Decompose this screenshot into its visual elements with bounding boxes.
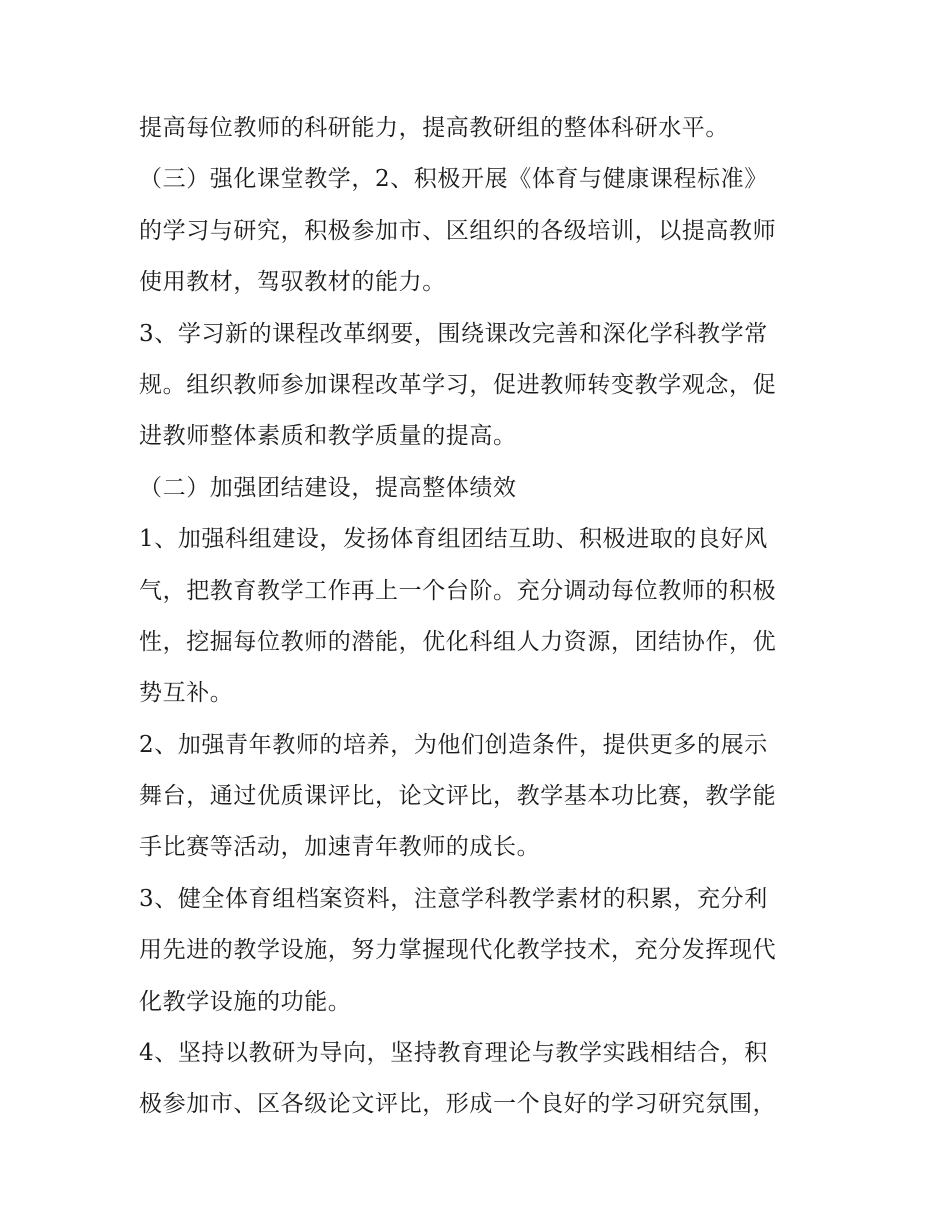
text-line: 气，把教育教学工作再上一个台阶。充分调动每位教师的积极 — [139, 577, 777, 604]
text-line: 提高每位教师的科研能力，提高教研组的整体科研水平。 — [139, 115, 729, 141]
section-heading: （二）加强团结建设，提高整体绩效 — [139, 474, 517, 501]
text-line: 极参加市、区各级论文评比，形成一个良好的学习研究氛围， — [139, 1091, 777, 1118]
text-line: 1、加强科组建设，发扬体育组团结互助、积极进取的良好风 — [139, 526, 768, 553]
text-line: 使用教材，驾驭教材的能力。 — [139, 269, 446, 296]
text-line: 势互补。 — [139, 680, 234, 707]
text-line: 进教师整体素质和教学质量的提高。 — [139, 423, 517, 450]
text-line: 手比赛等活动，加速青年教师的成长。 — [139, 834, 541, 861]
document-body — [139, 103, 829, 1131]
text-line: 化教学设施的功能。 — [139, 988, 352, 1015]
text-line: （三）强化课堂教学，2、积极开展《体育与健康课程标准》 — [139, 166, 768, 193]
text-line: 4、坚持以教研为导向，坚持教育理论与教学实践相结合，积 — [139, 1040, 768, 1067]
text-line: 3、学习新的课程改革纲要，围绕课改完善和深化学科教学常 — [139, 320, 768, 347]
text-line: 2、加强青年教师的培养，为他们创造条件，提供更多的展示 — [139, 731, 768, 758]
text-line: 舞台，通过优质课评比，论文评比，教学基本功比赛，教学能 — [139, 783, 777, 810]
text-line: 3、健全体育组档案资料，注意学科教学素材的积累，充分利 — [139, 885, 768, 912]
text-line: 性，挖掘每位教师的潜能，优化科组人力资源，团结协作，优 — [139, 628, 777, 655]
text-line: 的学习与研究，积极参加市、区组织的各级培训，以提高教师 — [139, 217, 777, 244]
text-line: 用先进的教学设施，努力掌握现代化教学技术，充分发挥现代 — [139, 937, 777, 964]
text-line: 规。组织教师参加课程改革学习，促进教师转变教学观念，促 — [139, 371, 777, 398]
